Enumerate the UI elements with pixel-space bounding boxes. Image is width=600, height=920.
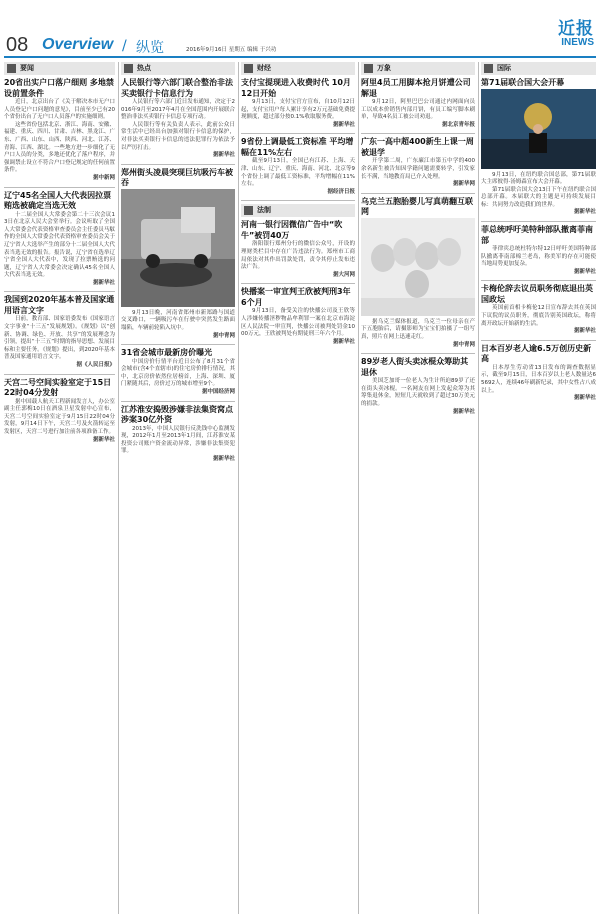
column-hotspot: [121, 62, 235, 914]
section-icon: [484, 64, 493, 73]
section-icon: [364, 64, 373, 73]
article: [121, 168, 235, 340]
column-header: 万象: [361, 62, 475, 75]
article-body: 人民银行等有关负责人表示，此前公众日常生活中已经出台加强对银行卡信息的保护，对非法买卖银行卡信息的违法犯罪行为依法予以严厉打击。: [121, 121, 235, 151]
article: [4, 191, 115, 288]
article: [241, 78, 355, 129]
article-body: 英国前首相卡梅伦12日宣布辞去其在英国下议院的议员职务，彻底告别英国政坛，称将离开政坛开始新的生活。: [481, 305, 596, 327]
section-icon: [244, 64, 253, 73]
article-title: 乌克兰五胞胎婴儿写真萌翻互联网: [361, 196, 473, 217]
header-rule: [4, 56, 596, 58]
article: [4, 78, 115, 183]
article-source: 据新华社: [92, 279, 115, 286]
article-body: 9月13日，备受关注的快播公司及王欣等人涉嫌传播淫秽物品牟利罪一案在北京市海淀区人民法院一审宣判，快播公司被判处罚金1000万元，王欣被判处有期徒刑三年六个月。: [241, 308, 355, 338]
article-source: 据中青网: [212, 332, 235, 339]
article-title: 郑州街头凌晨突现巨坑吸污车被吞: [121, 167, 233, 188]
column-international: [481, 62, 596, 914]
issue-meta: 2016年9月16日 星期五 编辑 于兴功: [186, 47, 277, 53]
article: [4, 378, 115, 445]
column-header: 财经: [241, 62, 355, 75]
article: [121, 405, 235, 464]
column-divider: [358, 62, 359, 914]
article-title: 支付宝提现进入收费时代 10月12日开始: [241, 78, 351, 98]
article-source: 据新华社: [332, 121, 355, 128]
article-source: 据新华社: [573, 328, 596, 335]
newspaper-logo: [558, 14, 594, 48]
article-body: 9月12日，阿里巴巴公司通过内网面向员工以成本价销售内部月饼，有员工编写脚本刷单，导致4名员工被公司劝退。: [361, 99, 475, 121]
article-source: 据新华社: [573, 395, 596, 402]
article-body: 开学第二周，广东廉江市第五中学的400余名新生被告知因学籍问题需要转学，引发家长不满，当地教育局已介入处理。: [361, 158, 475, 180]
article: [241, 137, 355, 196]
article-source: 据中国经济网: [201, 389, 235, 395]
article-source: 据经济日报: [327, 188, 355, 195]
logo-cn: 近报: [558, 19, 594, 39]
article-source: 据北京青年报: [441, 121, 475, 128]
section-separator: /: [122, 38, 127, 54]
article-source: 据新华社: [92, 436, 115, 443]
article: [361, 78, 475, 129]
article-title: 9省份上调最低工资标准 平均增幅在11%左右: [241, 137, 354, 157]
article-title: 日本百岁老人逾6.5万创历史新高: [481, 343, 592, 364]
article-title: 我国到2020年基本普及国家通用语言文字: [4, 295, 115, 315]
article-title: 快播案一审宣判王欣被判刑3年6个月: [241, 287, 351, 307]
article-title: 第71届联合国大会开幕: [481, 78, 565, 87]
article: [481, 78, 596, 217]
article: [121, 78, 235, 160]
article-body: 洛阳银行郑州分行的微信公众号，开设的理财类栏目中存在广告违法行为。郑州市工商局依法对其作出罚款处罚，责令其停止发布违法广告。: [241, 241, 355, 271]
photo-caption: 9月13日，在纽约联合国总部，第71届联大主席彼得·汤姆森宣布大会开幕。: [481, 171, 596, 186]
article-body: 中国房价行情平台近日公布了8月31个省会城市(含4个直辖市)的住宅房价排行情况，其中，北京房价依然位居榜首，上海、深圳、厦门紧随其后，房价过万的城市增至9个。: [121, 358, 235, 388]
column-header: 国际: [481, 62, 596, 75]
article-body: 菲律宾总统杜特尔特12日呼吁美国特种部队撤离菲南部棉兰老岛，称美军的存在可能使当地局势更加复杂。: [481, 246, 596, 268]
article-source: 据新华社: [332, 338, 355, 345]
logo-en: INEWS: [561, 37, 594, 48]
article: [4, 295, 115, 369]
article-title: 菲总统呼吁美特种部队撤离菲南部: [481, 225, 593, 245]
article-body: 日前，教育部、国家语委发布《国家语言文字事业“十三五”发展规划》。《规划》以“创新、协调、绿色、开放、共享”的发展理念为引领，提出“十三五”时期的指导思想、发展目标和主要任务。《规划》提出，到2020年基本普及国家通用语言文字。: [4, 316, 115, 361]
article-source: 据新华社: [573, 268, 596, 275]
article-title: 广东一高中超400新生上课一周被退学: [361, 137, 474, 157]
article-body: 2013年，中国人民银行反洗钱中心监测发现，2012年1月至2013年1月间，江苏淮安某投资公司账户资金流动异常，涉嫌非法集资犯罪。: [121, 425, 235, 455]
page-number: 08: [6, 34, 29, 56]
article-title: 河南一银行因微信广告中“吹牛”被罚40万: [241, 220, 343, 240]
article-body: 日本厚生劳动省13日发布的调查数据显示，截至9月15日，日本百岁以上老人数量达65692人，连续46年刷新纪录，其中女性占八成以上。: [481, 364, 596, 394]
column-finance: [241, 62, 355, 914]
article-body: 截至9月13日，全国已有江苏、上海、天津、山东、辽宁、重庆、海南、河北、北京等9个省份上调了最低工资标准，平均增幅在11%左右。: [241, 158, 355, 188]
article-title: 31省会城市最新房价曝光: [121, 348, 213, 358]
article-title: 89岁老人街头卖冰棍众筹助其退休: [361, 357, 469, 377]
un-assembly-photo: [481, 89, 596, 169]
column-headlines: [4, 62, 115, 914]
section-icon: [124, 64, 133, 73]
article-body: 近日，北京出台了《关于解决本市无户口人员登记户口问题的意见》，目前至少已有20个省份出台了无户口人员落户的实施细则。: [4, 99, 115, 121]
column-header: 法制: [241, 204, 355, 217]
section-icon: [244, 206, 253, 215]
article: [481, 344, 596, 403]
article: [481, 225, 596, 276]
article: [361, 357, 475, 416]
article: [241, 220, 355, 279]
article-title: 江苏淮安捣毁涉嫌非法集资窝点涉案30亿外资: [121, 404, 233, 425]
article-body: 人民银行等六部门近日发布通知，决定于2016年9月至2017年4月在全国范围内开展联合整治非法买卖银行卡信息专项行动。: [121, 99, 235, 121]
article-source: 据新华社: [452, 408, 475, 415]
page-header: [0, 0, 600, 58]
section-icon: [7, 64, 16, 73]
column-divider: [118, 62, 119, 914]
article-source: 据中新网: [92, 174, 115, 181]
column-variety: [361, 62, 475, 914]
article-body: 第71届联合国大会13日下午在纽约联合国总部开幕。本届联大的主题是可持续发展目标：共同努力改造我们的世界。: [481, 186, 596, 208]
article-title: 人民银行等六部门联合整治非法买卖银行卡信息行为: [121, 78, 233, 98]
section-title-en: Overview: [42, 36, 114, 53]
column-divider: [238, 62, 239, 914]
article-source: 据中青网: [452, 341, 475, 348]
section-title-cn: 纵览: [136, 40, 164, 56]
article-source: 据大河网: [332, 271, 355, 278]
article: [361, 137, 475, 188]
article: [241, 287, 355, 346]
article-source: 据新华社: [212, 455, 235, 462]
photo-caption: 9月13日晚，河南省郑州市新郑路与国道交叉路口，一辆吸污车在行驶中突然发生路面塌陷，车辆前轮陷入坑中。: [121, 309, 235, 331]
article-body: 据中国载人航天工程新闻发言人，办公室副主任郭梅10日在酒泉卫星发射中心宣布，天宫二号空间实验室定于9月15日22时04分发射，9月14日下午，天宫二号及火箭转运至发射区，天宫二号进行加注前各项准备工作。: [4, 398, 115, 435]
article-source: 据《人民日报》: [76, 362, 115, 369]
article: [481, 284, 596, 335]
article-title: 20省出实户口落户细则 多地禁设前置条件: [4, 78, 114, 98]
quintuplets-photo: [361, 218, 475, 316]
article-source: 据新华社: [212, 152, 235, 159]
article: [361, 197, 475, 349]
photo-caption: 据乌克兰媒体报道，乌克兰一位母亲在产下五胞胎后，请摄影师为宝宝们拍摄了一组写真，照片在网上迅速走红。: [361, 318, 475, 340]
article-body: 9月13日，支付宝官方宣布，自10月12日起，支付宝用户每人累计享有2万元基础免费提现额度，超过部分按0.1%收取服务费。: [241, 99, 355, 121]
article-title: 辽宁45名全国人大代表因拉票贿选被确定当选无效: [4, 190, 112, 211]
column-header: 热点: [121, 62, 235, 75]
sinkhole-photo: [121, 189, 235, 307]
article-title: 天宫二号空间实验室定于15日22时04分发射: [4, 377, 112, 398]
article: [121, 348, 235, 396]
column-divider: [478, 62, 479, 914]
article-body: 十二届全国人大常委会第二十三次会议13日在北京人民大会堂举行。会议听取了全国人大常委会代表资格审查委员会主任委员马馼作的全国人大常委会代表资格审查委员会关于辽宁省人大选举产生的部分十二届全国人大代表当选无效的报告。报告说，辽宁省在选举辽宁省全国人大代表中，发现了拉票贿选的问题，辽宁省人大常委会决定确认45名全国人大代表当选无效。: [4, 211, 115, 279]
article-title: 卡梅伦辞去议员职务彻底退出英国政坛: [481, 284, 593, 304]
article-source: 据新华网: [452, 181, 475, 188]
article-title: 阿里4员工用脚本抢月饼遭公司解退: [361, 78, 471, 98]
column-header: 要闻: [4, 62, 115, 75]
article-source: 据新华社: [573, 209, 596, 216]
article-body: 这些省份包括北京、浙江、海南、安徽、福建、重庆、四川、甘肃、吉林、黑龙江、广东、广西、山东、山西、陕西、河北、江苏、青海、江西、湖北。一些地方进一步细化了无户口人员的分类，多地还优化了落户程序，并强调禁止设立不符合户口登记规定的任何前置条件。: [4, 121, 115, 174]
article-body: 美国芝加哥一位老人为生计所迫89岁了还在街头卖冰棍。一名网友在网上发起众筹为其筹集退休金，短短几天就收到了超过30万美元的捐款。: [361, 378, 475, 407]
